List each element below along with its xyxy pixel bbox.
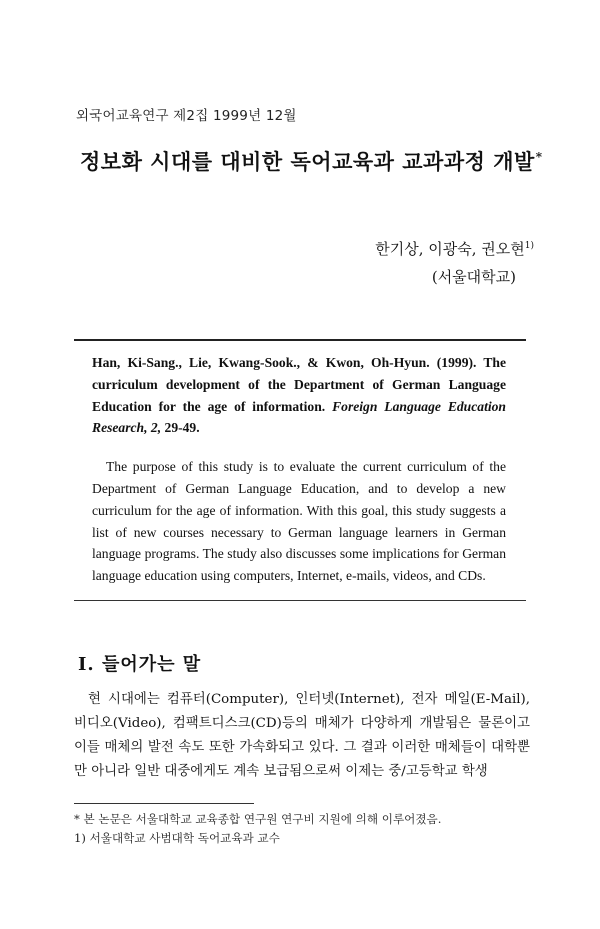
citation xyxy=(92,352,506,439)
citation-journal: Foreign Language Education Research, 2, xyxy=(92,398,506,436)
author-block xyxy=(375,232,534,291)
journal-header: 외국어교육연구 제2집 1999년 12월 xyxy=(76,108,297,124)
abstract-bottom-rule xyxy=(74,600,526,601)
author-list: 한기상, 이광숙, 권오현 xyxy=(375,240,525,258)
abstract-block xyxy=(92,352,506,587)
author-footnote-mark: 1) xyxy=(524,241,534,251)
section-body: 현 시대에는 컴퓨터(Computer), 인터넷(Internet), 전자 메일(E-Mail), 비디오(Video), 컴팩트디스크(CD)등의 매체가 다양하게 개발됨은 물론이고 이들 매체의 발전 속도 또한 가속화되고 있다. 그 결과 이러한 매체들이 대학뿐만 아니라 일반 대중에게도 계속 보급됨으로써 이제는 중/고등학교 학생 xyxy=(74,692,530,779)
footnotes xyxy=(74,810,530,848)
footnote-affiliation: 1) 서울대학교 사범대학 독어교육과 교수 xyxy=(74,831,280,845)
footnote-funding: * 본 논문은 서울대학교 교육종합 연구원 연구비 지원에 의해 이루어졌음. xyxy=(74,812,442,826)
paper-title xyxy=(80,146,543,176)
section-heading: Ⅰ. 들어가는 말 xyxy=(78,654,202,675)
author-names xyxy=(375,232,534,263)
abstract-summary: The purpose of this study is to evaluate the current curriculum of the Department of German Language Education, and to develop a new curriculum for the age of information. With this goal, this study suggests a list of new courses necessary to German language learners in German language programs. The study also discusses some implications for German language education using computers, Internet, e-mails, videos, and CDs. xyxy=(92,459,506,584)
citation-authors: Han, Ki-Sang., Lie, Kwang-Sook., & Kwon, Oh-Hyun. (1999). The curriculum development of the Department of German Language Education for the age of information. xyxy=(92,355,506,414)
footnote-rule xyxy=(74,803,254,804)
affiliation: (서울대학교) xyxy=(431,268,516,286)
citation-pages: 29-49. xyxy=(164,420,200,436)
title-footnote-mark: * xyxy=(535,150,543,164)
paper-title-text: 정보화 시대를 대비한 독어교육과 교과과정 개발 xyxy=(80,149,535,174)
abstract-top-rule xyxy=(74,339,526,341)
